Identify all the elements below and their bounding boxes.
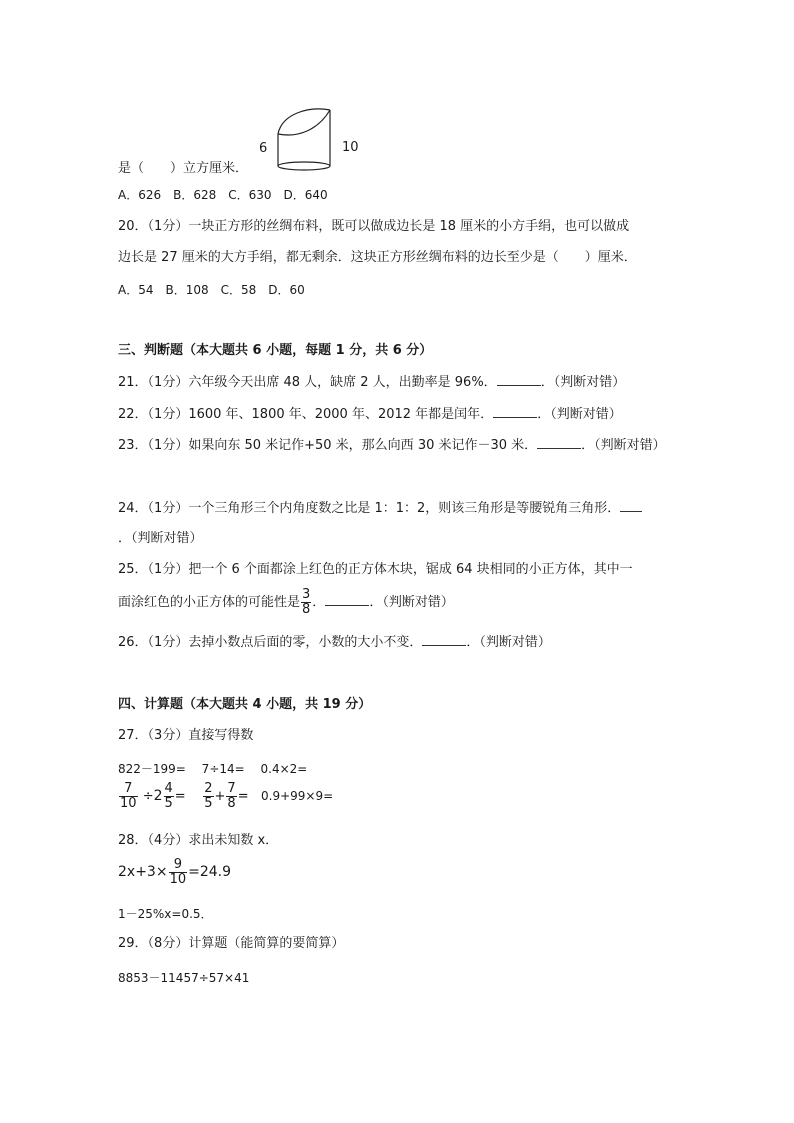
- q27-row1: 822－199= 7÷14= 0.4×2=: [118, 762, 308, 776]
- figure-label-left: 6: [259, 141, 268, 156]
- q23: 23．（1分）如果向东 50 米记作+50 米，那么向西 30 米记作－30 米． ．（判断对错）: [118, 438, 666, 453]
- q27-row2: $\frac{7}{10}$ ÷2 $\frac{4}{5}$ = $\frac{2}{5}$ + $\frac{7}{8}$ = 0.9+99×9=: [120, 781, 334, 811]
- answer-blank[interactable]: [620, 499, 642, 512]
- answer-blank[interactable]: [497, 373, 541, 386]
- q19-options: A．626 B．628 C．630 D．640: [118, 188, 328, 202]
- fraction-three-eighths: $\frac{3}{8}$: [302, 587, 311, 617]
- fraction: $\frac{9}{10}$: [169, 857, 187, 887]
- q20-options: A．54 B．108 C．58 D．60: [118, 283, 305, 297]
- q29-expression: 8853－11457÷57×41: [118, 971, 250, 985]
- fraction: $\frac{7}{10}$: [120, 781, 137, 811]
- q21: 21．（1分）六年级今天出席 48 人，缺席 2 人，出勤率是 96%． ．（判断对错）: [118, 375, 626, 390]
- answer-blank[interactable]: [537, 436, 581, 449]
- answer-blank[interactable]: [422, 633, 466, 646]
- figure-label-right: 10: [342, 140, 359, 155]
- q28-eq1: 2x+3× $\frac{9}{10}$ =24.9: [118, 857, 232, 887]
- cut-cylinder-figure: [268, 104, 378, 174]
- q28: 28．（4分）求出未知数 x．: [118, 833, 279, 848]
- fraction: $\frac{4}{5}$: [164, 781, 173, 811]
- q27: 27．（3分）直接写得数: [118, 728, 254, 743]
- q20-line1: 20．（1分）一块正方形的丝绸布料，既可以做成边长是 18 厘米的小方手绢，也可以做成: [118, 219, 630, 234]
- q28-eq2: 1－25%x=0.5．: [118, 907, 213, 921]
- q24-line2: ．（判断对错）: [118, 531, 203, 546]
- q25-line2: 面涂红色的小正方体的可能性是 $\frac{3}{8}$ ． ．（判断对错）: [118, 587, 454, 617]
- q26: 26．（1分）去掉小数点后面的零，小数的大小不变． ．（判断对错）: [118, 635, 551, 650]
- q19-tail: 是（ ）立方厘米．: [118, 161, 249, 176]
- answer-blank[interactable]: [493, 405, 537, 418]
- answer-blank[interactable]: [325, 593, 369, 606]
- q24-line1: 24．（1分）一个三角形三个内角度数之比是 1：1：2，则该三角形是等腰锐角三角形．: [118, 499, 642, 518]
- fraction: $\frac{7}{8}$: [227, 781, 236, 811]
- section3-title: 三、判断题（本大题共 6 小题，每题 1 分，共 6 分）: [118, 343, 433, 358]
- section4-title: 四、计算题（本大题共 4 小题，共 19 分）: [118, 697, 372, 712]
- q29: 29．（8分）计算题（能简算的要简算）: [118, 936, 345, 951]
- q22: 22．（1分）1600 年、1800 年、2000 年、2012 年都是闰年． ．（判断对错）: [118, 407, 622, 422]
- q25-line1: 25．（1分）把一个 6 个面都涂上红色的正方体木块，锯成 64 块相同的小正方体，其中一: [118, 562, 633, 577]
- q20-line2: 边长是 27 厘米的大方手绢，都无剩余．这块正方形丝绸布料的边长至少是（ ）厘米．: [118, 250, 637, 265]
- fraction: $\frac{2}{5}$: [204, 781, 213, 811]
